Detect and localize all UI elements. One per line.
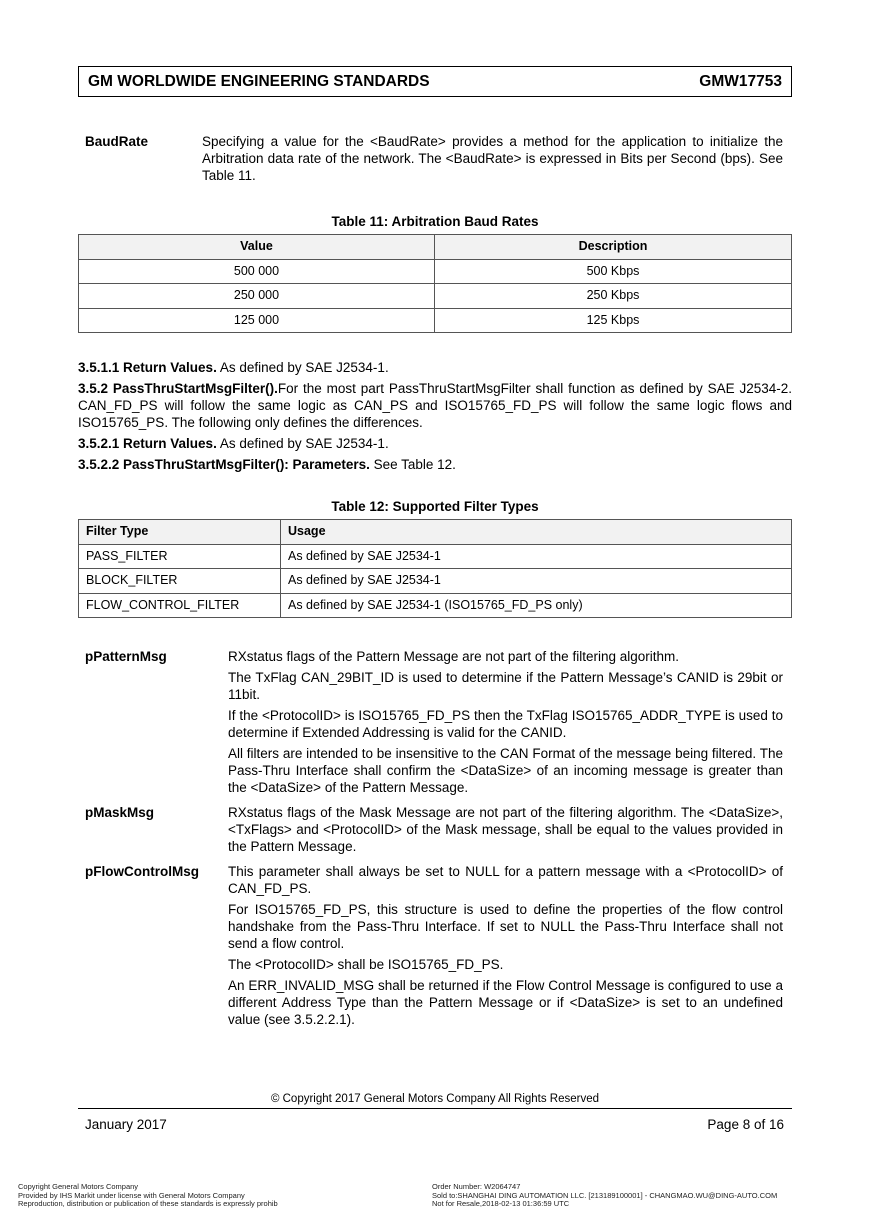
section-3-5-2: 3.5.2 PassThruStartMsgFilter().For the most part PassThruStartMsgFilter shall function as defined by SAE J2534-2. CAN_FD_PS will follow the same logic as CAN_PS and ISO15765_FD_PS will follow the same logic flows and ISO15765_PS. The following only defines the differences.	[78, 381, 792, 430]
section-3-5-2-1: 3.5.2.1 Return Values. As defined by SAE J2534-1.	[78, 436, 389, 451]
page-header	[78, 66, 792, 97]
table-cell: As defined by SAE J2534-1	[281, 544, 792, 569]
table-row	[79, 569, 792, 594]
param-text: The TxFlag CAN_29BIT_ID is used to determine if the Pattern Message’s CANID is 29bit or 11bit.	[228, 670, 783, 702]
table-row	[79, 308, 792, 333]
page-number: Page 8 of 16	[707, 1117, 784, 1132]
table-header: Description	[435, 235, 792, 260]
table-row	[79, 284, 792, 309]
table-row	[79, 259, 792, 284]
license-right: Order Number: W2064747 Sold to:SHANGHAI DING AUTOMATION LLC. [213189100001] - CHANGMAO.WU@DING-AUTO.COM Not for Resale,2018-02-13 01:36:59 UTC	[432, 1182, 778, 1208]
table-cell: PASS_FILTER	[79, 544, 281, 569]
section-3-5-1-1: 3.5.1.1 Return Values. As defined by SAE J2534-1.	[78, 360, 389, 375]
table-cell: 500 000	[79, 259, 435, 284]
table-12-caption: Table 12: Supported Filter Types	[331, 499, 539, 514]
param-text: This parameter shall always be set to NULL for a pattern message with a <ProtocolID> of CAN_FD_PS.	[228, 864, 783, 896]
table-cell: FLOW_CONTROL_FILTER	[79, 593, 281, 618]
table-header: Value	[79, 235, 435, 260]
table-cell: As defined by SAE J2534-1	[281, 569, 792, 594]
param-text: If the <ProtocolID> is ISO15765_FD_PS then the TxFlag ISO15765_ADDR_TYPE is used to determine if Extended Addressing is valid for the CANID.	[228, 708, 783, 740]
section-3-5-2-2: 3.5.2.2 PassThruStartMsgFilter(): Parameters. See Table 12.	[78, 457, 456, 472]
table-cell: 250 000	[79, 284, 435, 309]
table-cell: BLOCK_FILTER	[79, 569, 281, 594]
header-title: GM WORLDWIDE ENGINEERING STANDARDS	[88, 73, 430, 90]
table-cell: 125 Kbps	[435, 308, 792, 333]
table-12	[78, 519, 792, 618]
table-cell: 125 000	[79, 308, 435, 333]
table-11	[78, 234, 792, 333]
param-text: RXstatus flags of the Mask Message are not part of the filtering algorithm. The <DataSize>, <TxFlags> and <ProtocolID> of the Mask message, shall be equal to the values provided in the Pattern Message.	[228, 805, 783, 854]
table-cell: 250 Kbps	[435, 284, 792, 309]
document-number: GMW17753	[699, 73, 782, 90]
table-header: Filter Type	[79, 520, 281, 545]
param-text: For ISO15765_FD_PS, this structure is used to define the properties of the flow control handshake from the Pass-Thru Interface. If set to NULL the Pass-Thru Interface shall not send a flow control.	[228, 902, 783, 951]
table-cell: As defined by SAE J2534-1 (ISO15765_FD_PS only)	[281, 593, 792, 618]
param-text: All filters are intended to be insensitive to the CAN Format of the message being filtered. The Pass-Thru Interface shall confirm the <DataSize> of an incoming message is greater than the <DataSize> of the Pattern Message.	[228, 746, 783, 795]
param-term: pMaskMsg	[85, 805, 155, 820]
param-text: RXstatus flags of the Pattern Message are not part of the filtering algorithm.	[228, 649, 679, 664]
table-header: Usage	[281, 520, 792, 545]
table-cell: 500 Kbps	[435, 259, 792, 284]
table-11-caption: Table 11: Arbitration Baud Rates	[331, 214, 539, 229]
param-term: pPatternMsg	[85, 649, 167, 664]
baudrate-term: BaudRate	[85, 134, 149, 149]
license-left: Copyright General Motors Company Provided by IHS Markit under license with General Motors Company Reproduction, distribution or publication of these standards is expressly prohib	[18, 1182, 278, 1208]
baudrate-text: Specifying a value for the <BaudRate> provides a method for the application to initialize the Arbitration data rate of the network. The <BaudRate> is expressed in Bits per Second (bps). See Table 11.	[202, 134, 783, 183]
copyright-notice: © Copyright 2017 General Motors Company All Rights Reserved	[270, 1093, 600, 1105]
param-text: An ERR_INVALID_MSG shall be returned if the Flow Control Message is configured to use a different Address Type than the Pattern Message or if <DataSize> is set to an undefined value (see 3.5.2.2.1).	[228, 978, 783, 1027]
param-text: The <ProtocolID> shall be ISO15765_FD_PS.	[228, 957, 504, 972]
param-term: pFlowControlMsg	[85, 864, 199, 879]
table-row	[79, 593, 792, 618]
footer-divider	[78, 1108, 792, 1109]
table-row	[79, 544, 792, 569]
footer-date: January 2017	[85, 1117, 167, 1132]
